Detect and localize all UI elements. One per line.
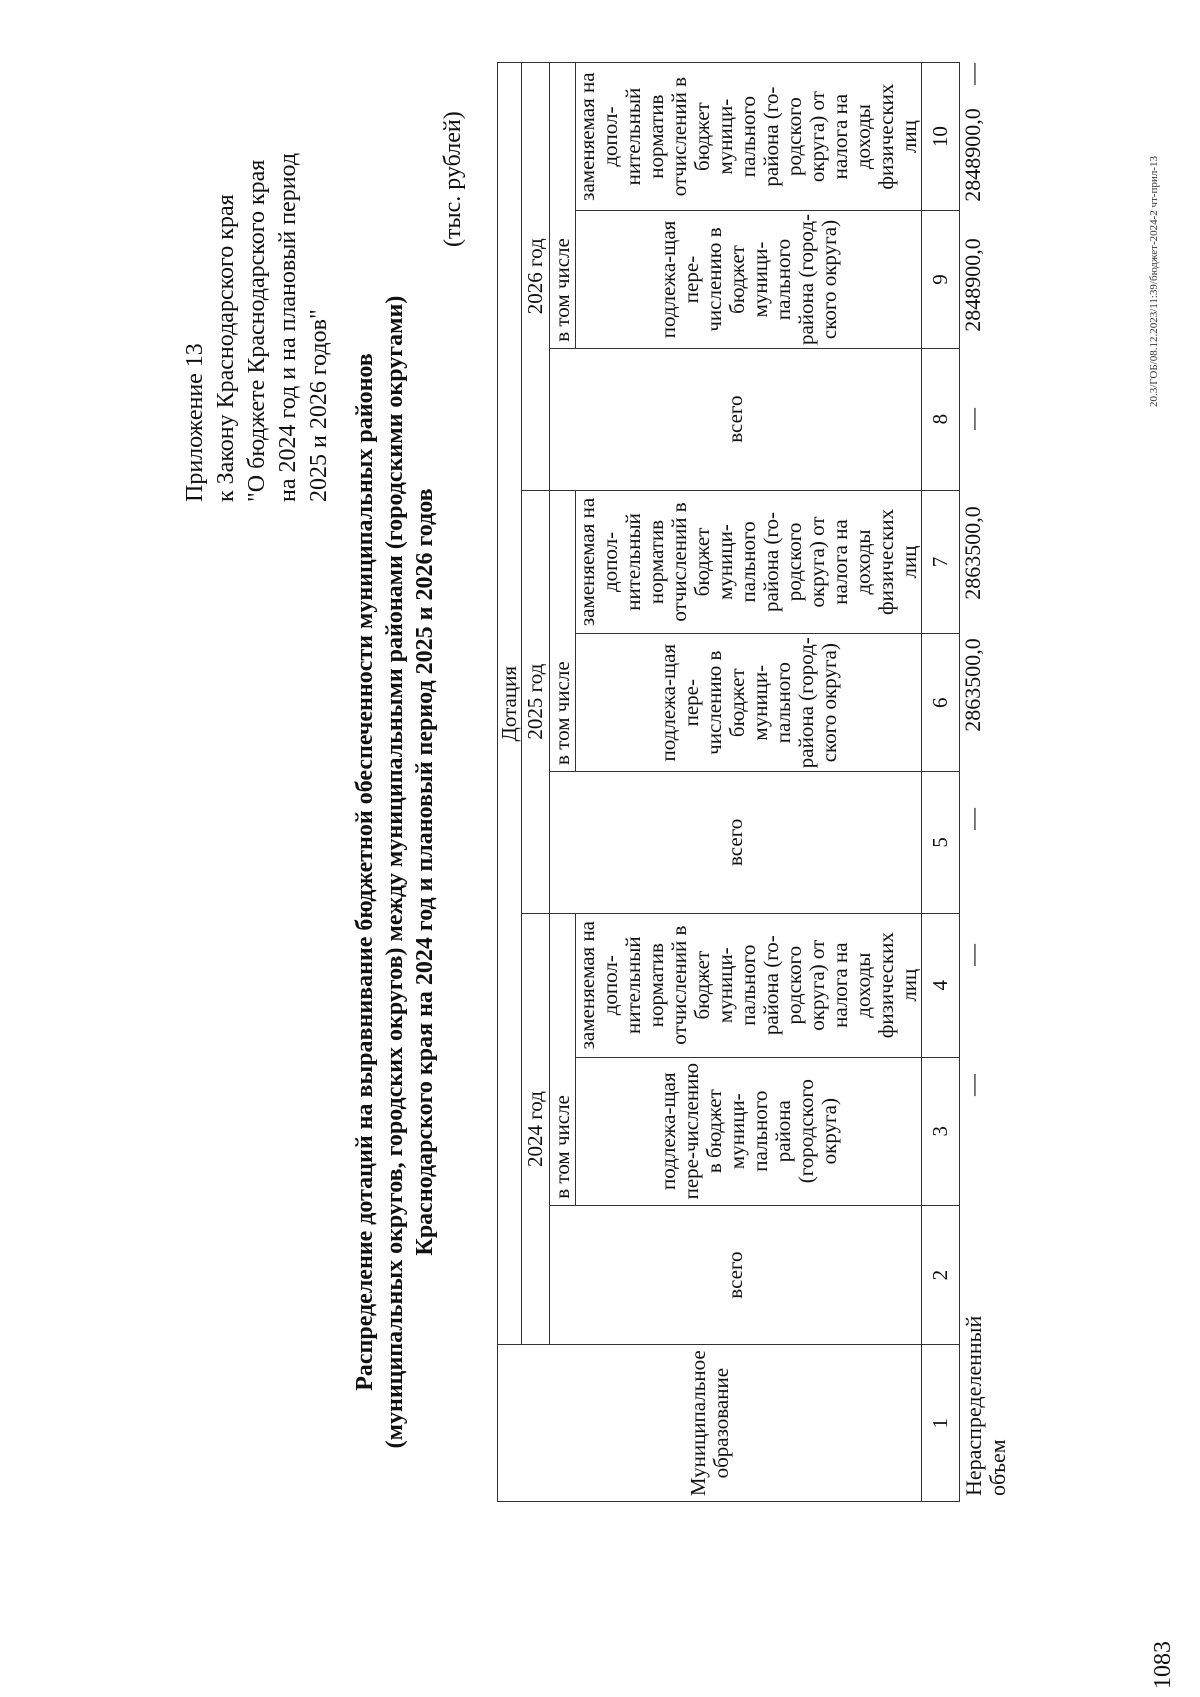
total-2025-header: всего [550,771,922,913]
row-value: — [960,808,985,830]
including-2024-header: в том числе [550,913,576,1205]
column-number: 5 [922,771,960,913]
including-2025-header: в том числе [550,490,576,771]
row-name: Нераспределенный объем [961,1315,1010,1496]
year-2024-header: 2024 год [522,913,550,1345]
column-number: 1 [922,1345,960,1502]
column-number: 4 [922,913,960,1057]
year-2025-header: 2025 год [522,490,550,913]
column-number: 3 [922,1057,960,1205]
approval-line: "О бюджете Краснодарского края [244,159,270,502]
column-number: 9 [922,211,960,349]
title-line: Распределение дотаций на выравнивание бюджетной обеспеченности муниципальных районов [352,353,378,1391]
row-value: 2863500,0 [960,638,985,732]
municipality-header-cell: Муниципальное образование [498,1345,922,1502]
title-line: Краснодарского края на 2024 год и плановый период 2025 и 2026 годов [412,488,438,1256]
approval-line: Приложение 13 [182,343,208,502]
column-number: 6 [922,634,960,772]
row-value: 2848900,0 [960,238,985,332]
document-footer: 20.3/ГОБ/08.12.2023/11:39/бюджет-2024-2 чт-прил-13 [1148,156,1160,407]
replaced-2025-header: заменяемая на допол-нительный норматив отчислений в бюджет муници-пального района (го-родского округа) от налога на доходы физических лиц [576,490,922,634]
title-line: (муниципальных округов, городских округов) между муниципальными районами (городскими округами) [382,295,408,1449]
row-value: 2848900,0 [960,108,985,202]
units-label: (тыс. рублей) [440,111,466,247]
approval-line: 2025 и 2026 годов" [306,309,332,502]
including-2026-header: в том числе [550,63,576,349]
row-value: 2863500,0 [960,506,985,600]
transfer-2025-header: подлежа-щая пере-числению в бюджет муници-пального района (город-ского округа) [576,634,922,772]
dotation-header: Дотация [498,63,522,1345]
row-value: — [960,63,985,85]
replaced-2026-header: заменяемая на допол-нительный норматив отчислений в бюджет муници-пального района (го-родского округа) от налога на доходы физических лиц [576,63,922,211]
row-value: — [960,944,985,966]
transfer-2024-header: подлежа-щая пере-числению в бюджет муници-пального района (городского округа) [576,1057,922,1205]
page-number: 1083 [1150,1641,1176,1689]
row-value: — [960,408,985,430]
column-numbers-row [922,63,960,1502]
distribution-table [497,62,960,1502]
document-title [350,92,440,1652]
replaced-2024-header: заменяемая на допол-нительный норматив отчислений в бюджет муници-пального района (го-родского округа) от налога на доходы физических лиц [576,913,922,1057]
approval-line: на 2024 год и на плановый период [275,152,301,502]
row-value: — [960,1074,985,1096]
column-number: 7 [922,490,960,634]
year-2026-header: 2026 год [522,63,550,491]
column-number: 10 [922,63,960,211]
approval-line: к Закону Краснодарского края [213,194,239,502]
transfer-2026-header: подлежа-щая пере-числению в бюджет муници-пального района (город-ского округа) [576,211,922,349]
total-2026-header: всего [550,348,922,490]
column-number: 8 [922,348,960,490]
approval-block [180,32,335,502]
column-number: 2 [922,1205,960,1345]
total-2024-header: всего [550,1205,922,1345]
